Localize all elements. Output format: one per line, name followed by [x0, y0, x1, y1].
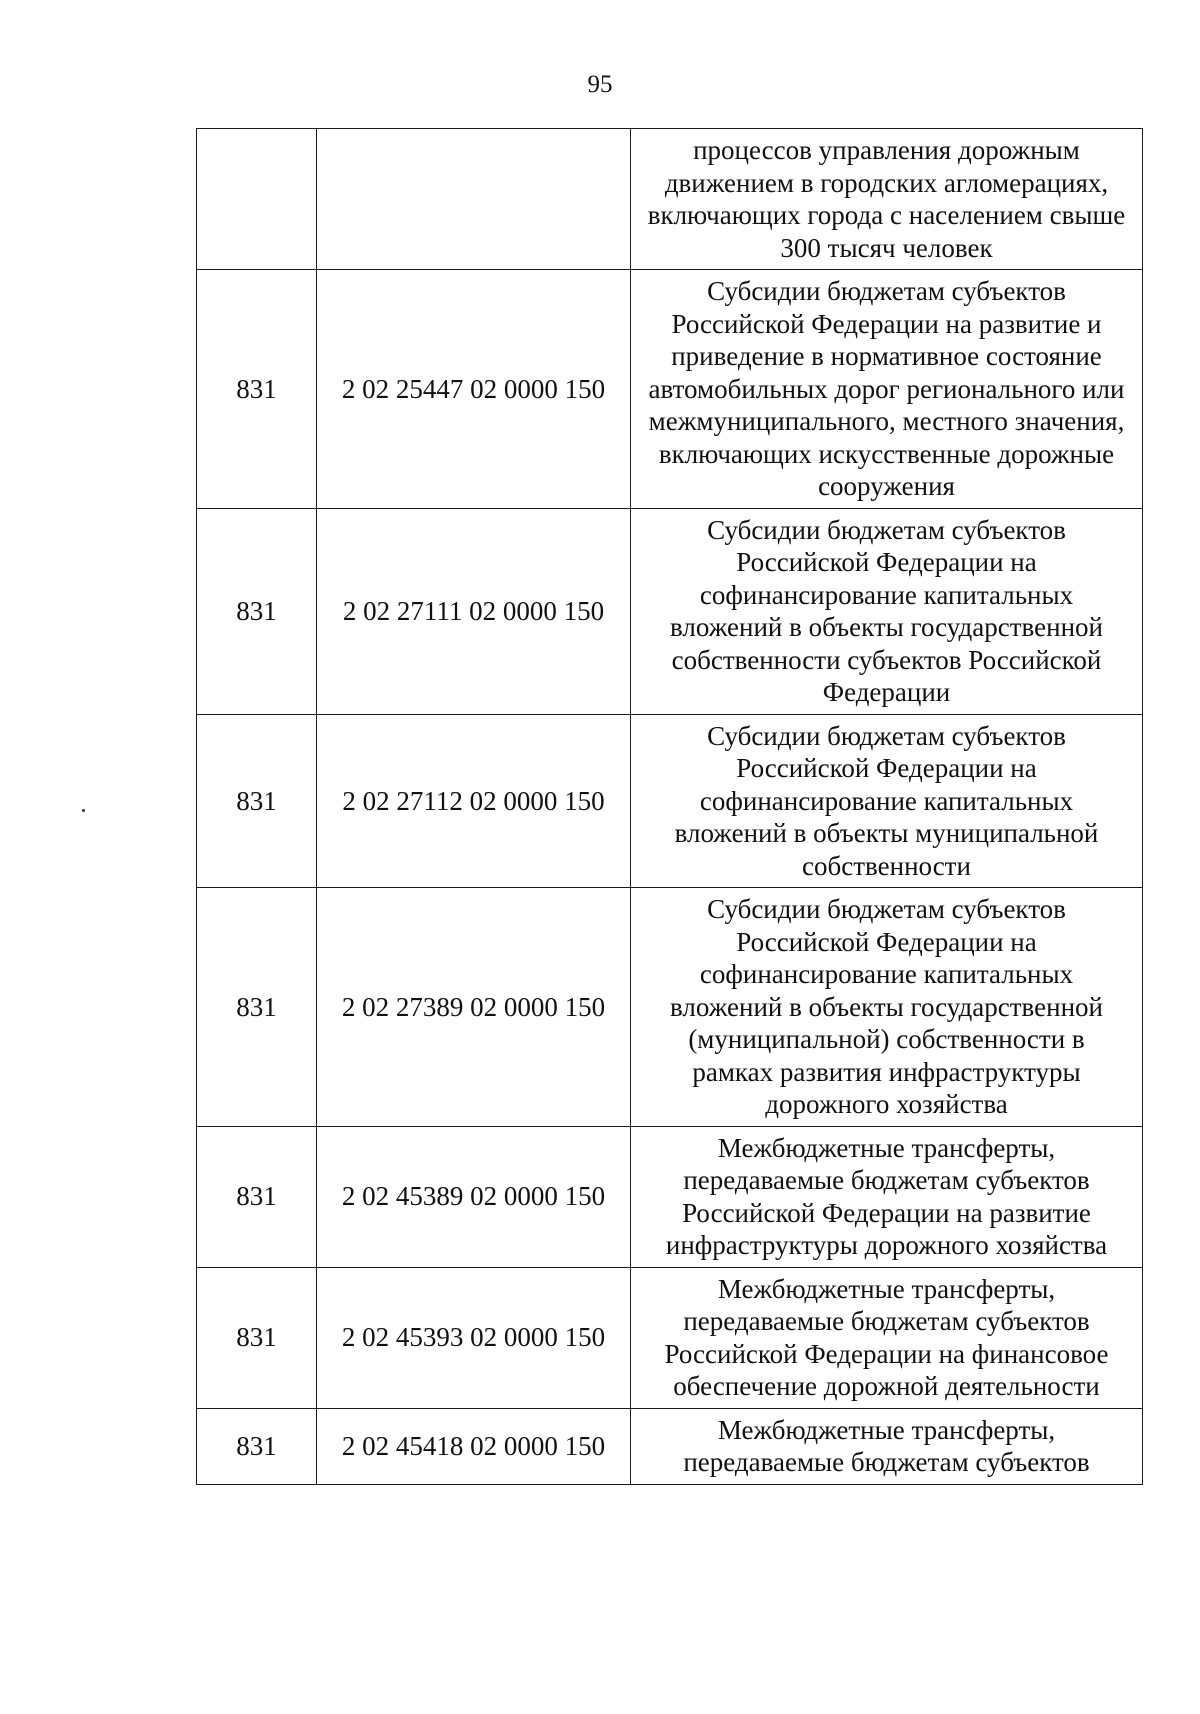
description-line: Российской Федерации на	[736, 547, 1037, 577]
description-line: Межбюджетные трансферты,	[717, 1273, 1056, 1304]
description-line: софинансирование капитальных	[699, 785, 1074, 816]
table-row	[197, 1408, 1143, 1484]
table-row	[197, 1126, 1143, 1267]
description-line: Российской Федерации на	[736, 926, 1037, 957]
description-line: передаваемые бюджетам субъектов	[683, 1447, 1090, 1477]
description-line: передаваемые бюджетам субъектов	[683, 1306, 1090, 1336]
description-line: Федерации	[822, 677, 951, 707]
description-cell	[631, 714, 1143, 888]
budget-code-cell: 2 02 45418 02 0000 150	[317, 1408, 631, 1484]
budget-code-cell: 2 02 45389 02 0000 150	[317, 1126, 631, 1267]
table-row	[197, 714, 1143, 888]
description-cell	[631, 1126, 1143, 1267]
admin-code-cell: 831	[197, 714, 317, 888]
description-line: собственности субъектов Российской	[671, 644, 1102, 675]
budget-code-cell: 2 02 45393 02 0000 150	[317, 1267, 631, 1408]
budget-code-cell: 2 02 25447 02 0000 150	[317, 270, 631, 509]
description-line: движением в городских агломерациях,	[664, 167, 1109, 198]
description-line: Российской Федерации на финансовое	[664, 1338, 1109, 1369]
description-line: софинансирование капитальных	[699, 579, 1074, 610]
budget-code-cell	[317, 129, 631, 270]
description-line: Субсидии бюджетам субъектов	[707, 720, 1066, 751]
description-line: Субсидии бюджетам субъектов	[707, 276, 1066, 306]
admin-code-cell	[197, 129, 317, 270]
description-cell	[631, 1408, 1143, 1484]
description-line: сооружения	[818, 471, 955, 501]
description-line: включающих искусственные дорожные	[658, 438, 1115, 469]
table-row	[197, 888, 1143, 1127]
admin-code-cell: 831	[197, 888, 317, 1127]
description-cell	[631, 508, 1143, 714]
description-cell	[631, 270, 1143, 509]
description-line: вложений в объекты государственной	[670, 991, 1103, 1022]
description-line: инфраструктуры дорожного хозяйства	[665, 1230, 1108, 1260]
description-line: 300 тысяч человек	[780, 232, 993, 263]
description-line: Субсидии бюджетам субъектов	[707, 894, 1066, 924]
table-row	[197, 129, 1143, 270]
budget-code-cell: 2 02 27112 02 0000 150	[317, 714, 631, 888]
description-line: Российской Федерации на	[736, 753, 1037, 783]
admin-code-cell: 831	[197, 1126, 317, 1267]
description-cell	[631, 1267, 1143, 1408]
budget-code-cell: 2 02 27111 02 0000 150	[317, 508, 631, 714]
description-line: включающих города с населением свыше	[647, 200, 1126, 230]
admin-code-cell: 831	[197, 1267, 317, 1408]
description-line: рамках развития инфраструктуры	[692, 1056, 1081, 1087]
description-line: процессов управления дорожным	[693, 135, 1080, 165]
description-line: Межбюджетные трансферты,	[717, 1414, 1056, 1445]
table-row	[197, 270, 1143, 509]
description-line: собственности	[802, 850, 971, 881]
table-row	[197, 1267, 1143, 1408]
description-cell	[631, 888, 1143, 1127]
description-line: вложений в объекты муниципальной	[674, 818, 1099, 848]
budget-code-table	[196, 128, 1143, 1485]
description-line: Российской Федерации на развитие и	[671, 308, 1102, 339]
description-line: передаваемые бюджетам субъектов	[683, 1165, 1090, 1195]
admin-code-cell: 831	[197, 270, 317, 509]
table-row	[197, 508, 1143, 714]
description-line: вложений в объекты государственной	[670, 612, 1103, 642]
description-line: обеспечение дорожной деятельности	[673, 1371, 1100, 1401]
budget-code-cell: 2 02 27389 02 0000 150	[317, 888, 631, 1127]
description-line: межмуниципального, местного значения,	[648, 406, 1125, 436]
description-cell	[631, 129, 1143, 270]
description-line: приведение в нормативное состояние	[671, 341, 1102, 371]
table-body	[197, 129, 1143, 1485]
description-line: Субсидии бюджетам субъектов	[707, 514, 1066, 545]
scan-speck	[82, 809, 85, 812]
page-number: 95	[587, 71, 613, 98]
admin-code-cell: 831	[197, 508, 317, 714]
description-line: (муниципальной) собственности в	[688, 1024, 1085, 1054]
description-line: автомобильных дорог регионального или	[648, 373, 1125, 404]
admin-code-cell: 831	[197, 1408, 317, 1484]
description-line: софинансирование капитальных	[699, 959, 1074, 989]
description-line: дорожного хозяйства	[765, 1089, 1008, 1119]
description-line: Российской Федерации на развитие	[682, 1197, 1091, 1228]
description-line: Межбюджетные трансферты,	[717, 1132, 1056, 1163]
